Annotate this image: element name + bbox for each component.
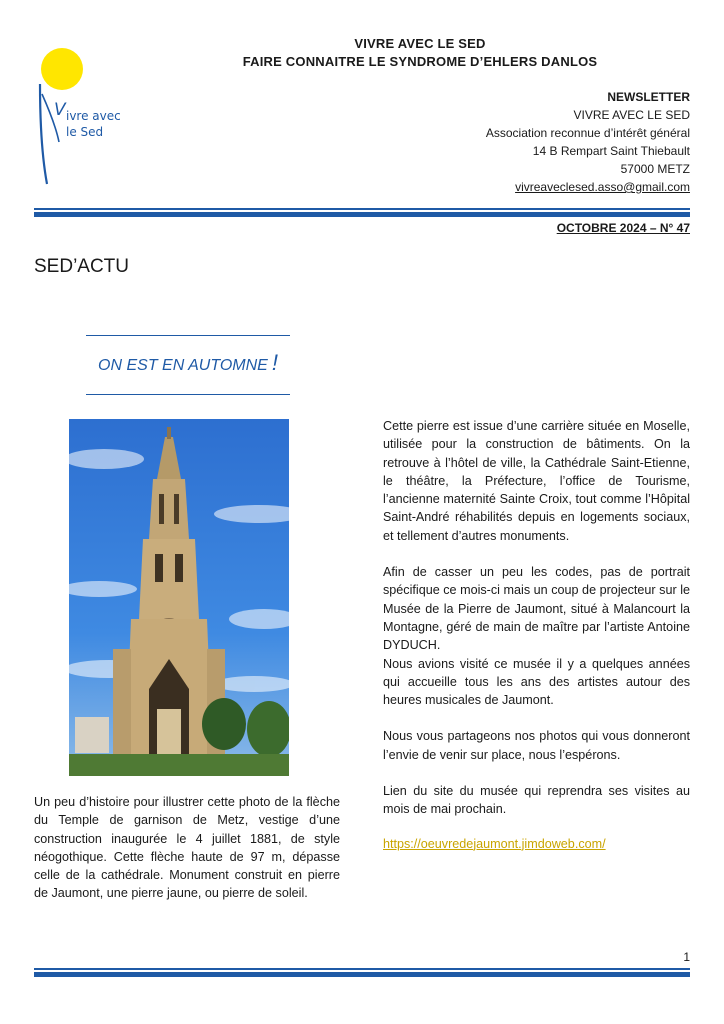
paragraph-link-intro: Lien du site du musée qui reprendra ses visites au mois de mai prochain. [383,784,690,817]
headline-text: ON EST EN AUTOMNE [98,357,268,374]
title-line-1: VIVRE AVEC LE SED [354,36,486,51]
paragraph-museum: Afin de casser un peu les codes, pas de portrait spécifique ce mois-ci mais un coup de projecteur sur le Musée de la Pierre de Jaumont, situé à Malancourt la Montagne, géré de main de maître par l’artiste Antoine DYDUCH. [383,565,690,653]
headline-mark: ! [271,350,278,375]
issue-label: OCTOBRE 2024 – N° 47 [556,221,690,235]
org-name: VIVRE AVEC LE SED [573,108,690,122]
paragraph-photos: Nous vous partageons nos photos qui vous donneront l’envie de venir sur place, nous l’espérons. [383,729,690,762]
section-title: SED’ACTU [34,256,130,277]
logo-text-line-2: le Sed [66,125,104,139]
address-block [370,88,690,196]
history-paragraph: Un peu d’histoire pour illustrer cette photo de la flèche du Temple de garnison de Metz, vestige d’une construction inaugurée le 4 juillet 1881, de style néogothique. Cette flèche haute de 97 m, dépasse celle de la cathédrale. Monument construit en pierre de Jaumont, une pierre jaune, ou pierre de soleil. [34,795,340,901]
headline [86,350,290,376]
newsletter-label: NEWSLETTER [607,90,690,104]
paragraph-stone: Cette pierre est issue d’une carrière située en Moselle, utilisée pour la construction de bâtiments. On la retrouve à l’hôtel de ville, la Cathédrale Saint-Etienne, le théâtre, la Préfecture, l’office de Tourisme, l’ancienne maternité Sainte Croix, tout comme l’Hôpital Saint-André réhabilités depuis en logements sociaux, et tellement d’autres monuments. [383,419,690,543]
newsletter-title [190,35,650,71]
logo-text-line-1: ivre avec [66,109,121,123]
page-number: 1 [683,950,690,964]
email-link[interactable]: vivreaveclesed.asso@gmail.com [515,180,690,194]
museum-website-link[interactable]: https://oeuvredejaumont.jimdoweb.com/ [383,836,606,851]
right-column [383,417,690,851]
org-status: Association reconnue d’intérêt général [485,126,690,140]
association-logo [30,42,140,192]
paragraph-visit: Nous avions visité ce musée il y a quelques années qui accueille tous les ans des artistes autour des heures musicales de Jaumont. [383,656,690,708]
temple-spire-photo [69,419,289,776]
title-line-2: FAIRE CONNAITRE LE SYNDROME D’EHLERS DANLOS [242,54,598,69]
headline-top-rule [86,335,290,336]
street-address: 14 B Rempart Saint Thiebault [532,144,690,158]
header-divider [34,208,690,217]
logo-initial: V [54,100,66,120]
footer-divider [34,968,690,977]
headline-bottom-rule [86,394,290,395]
city: 57000 METZ [620,162,690,176]
